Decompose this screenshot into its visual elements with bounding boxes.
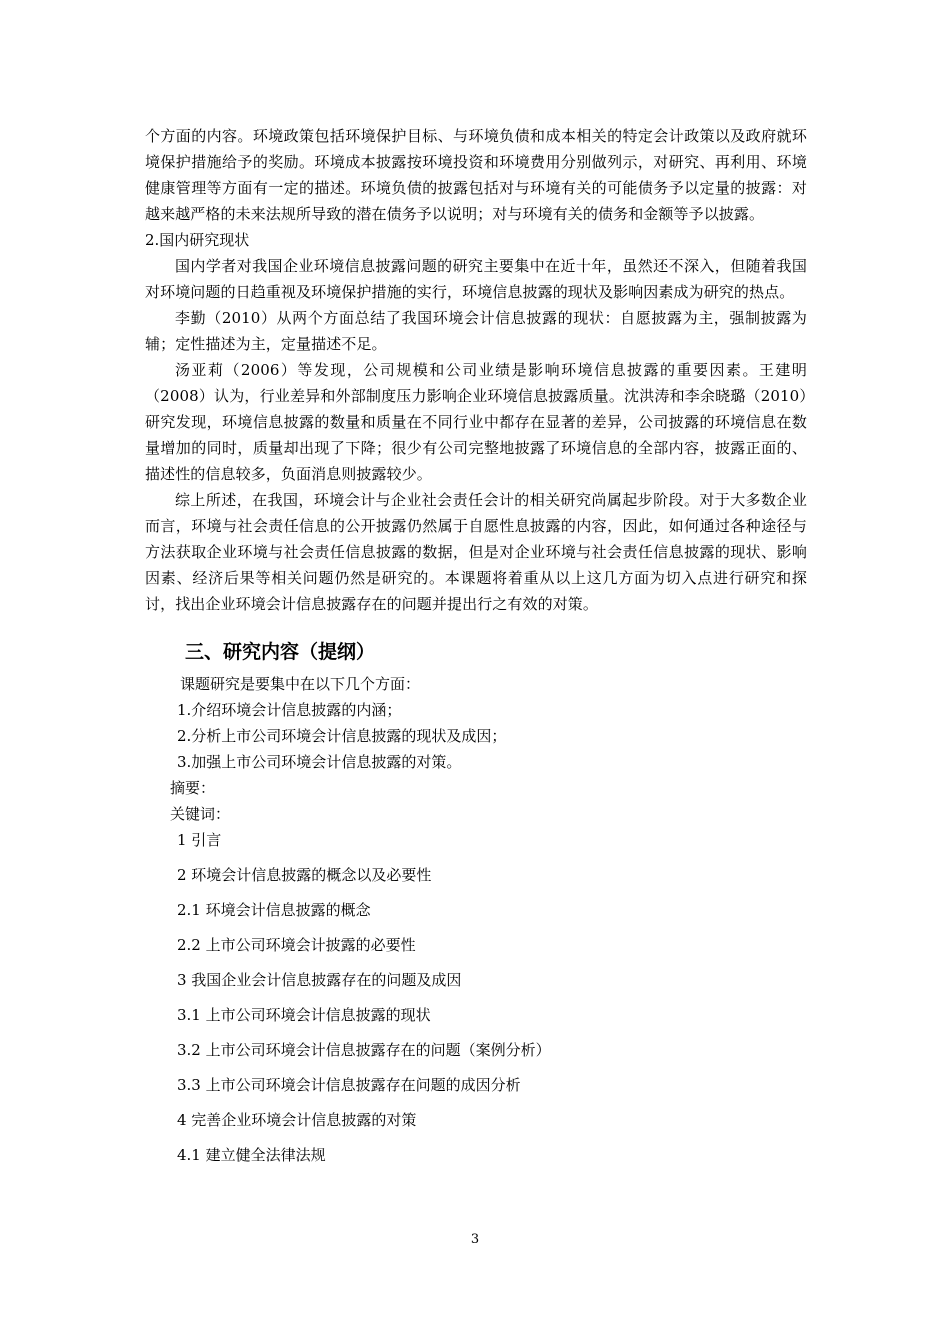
body-paragraph: 汤亚莉（2006）等发现，公司规模和公司业绩是影响环境信息披露的重要因素。王建明（2008）认为，行业差异和外部制度压力影响企业环境信息披露质量。沈洪涛和李余晓璐（2010）研究发现，环境信息披露的数量和质量在不同行业中都存在显著的差异，公司披露的环境信息在数量增加的同时，质量却出现了下降；很少有公司完整地披露了环境信息的全部内容，披露正面的、描述性的信息较多，负面消息则披露较少。: [145, 361, 807, 483]
outline-item: 3.1 上市公司环境会计信息披露的现状: [177, 1006, 431, 1024]
subsection-title: 2.国内研究现状: [145, 231, 250, 249]
outline-item: 3.3 上市公司环境会计信息披露存在问题的成因分析: [177, 1076, 521, 1094]
outline-item: 4 完善企业环境会计信息披露的对策: [177, 1111, 417, 1129]
section-heading: 三、研究内容（提纲）: [185, 641, 376, 663]
outline-item: 2.1 环境会计信息披露的概念: [177, 901, 371, 919]
outline-item: 3 我国企业会计信息披露存在的问题及成因: [177, 971, 462, 989]
continuation-paragraph: 个方面的内容。环境政策包括环境保护目标、与环境负债和成本相关的特定会计政策以及政府就环境保护措施给予的奖励。环境成本披露按环境投资和环境费用分别做列示，对研究、再利用、环境健康管理等方面有一定的描述。环境负债的披露包括对与环境有关的可能债务予以定量的披露：对越来越严格的未来法规所导致的潜在债务予以说明；对与环境有关的债务和金额等予以披露。: [145, 127, 807, 223]
page-content: [145, 123, 807, 1177]
research-item: 3.加强上市公司环境会计信息披露的对策。: [177, 753, 462, 771]
outline-item: 2 环境会计信息披露的概念以及必要性: [177, 866, 432, 884]
outline-item: 2.2 上市公司环境会计披露的必要性: [177, 936, 416, 954]
page-number: 3: [470, 1232, 480, 1247]
body-paragraph: 李勤（2010）从两个方面总结了我国环境会计信息披露的现状：自愿披露为主，强制披露为辅；定性描述为主，定量描述不足。: [145, 309, 807, 353]
body-paragraph: 综上所述，在我国，环境会计与企业社会责任会计的相关研究尚属起步阶段。对于大多数企业而言，环境与社会责任信息的公开披露仍然属于自愿性息披露的内容，因此，如何通过各种途径与方法获取企业环境与社会责任信息披露的数据，但是对企业环境与社会责任信息披露的现状、影响因素、经济后果等相关问题仍然是研究的。本课题将着重从以上这几方面为切入点进行研究和探讨，找出企业环境会计信息披露存在的问题并提出行之有效的对策。: [145, 491, 807, 613]
outline-list: [145, 827, 807, 1168]
body-paragraph: 国内学者对我国企业环境信息披露问题的研究主要集中在近十年，虽然还不深入，但随着我国对环境问题的日趋重视及环境保护措施的实行，环境信息披露的现状及影响因素成为研究的热点。: [145, 257, 807, 301]
research-item: 2.分析上市公司环境会计信息披露的现状及成因；: [177, 727, 507, 745]
outline-item: 3.2 上市公司环境会计信息披露存在的问题（案例分析）: [177, 1041, 551, 1059]
research-item: 1.介绍环境会计信息披露的内涵；: [177, 701, 402, 719]
outline-item: 4.1 建立健全法律法规: [177, 1146, 326, 1164]
outline-item: 1 引言: [177, 831, 222, 849]
abstract-label: 摘要：: [170, 779, 216, 797]
section-intro: 课题研究是要集中在以下几个方面：: [180, 675, 421, 693]
keywords-label: 关键词：: [170, 805, 231, 823]
